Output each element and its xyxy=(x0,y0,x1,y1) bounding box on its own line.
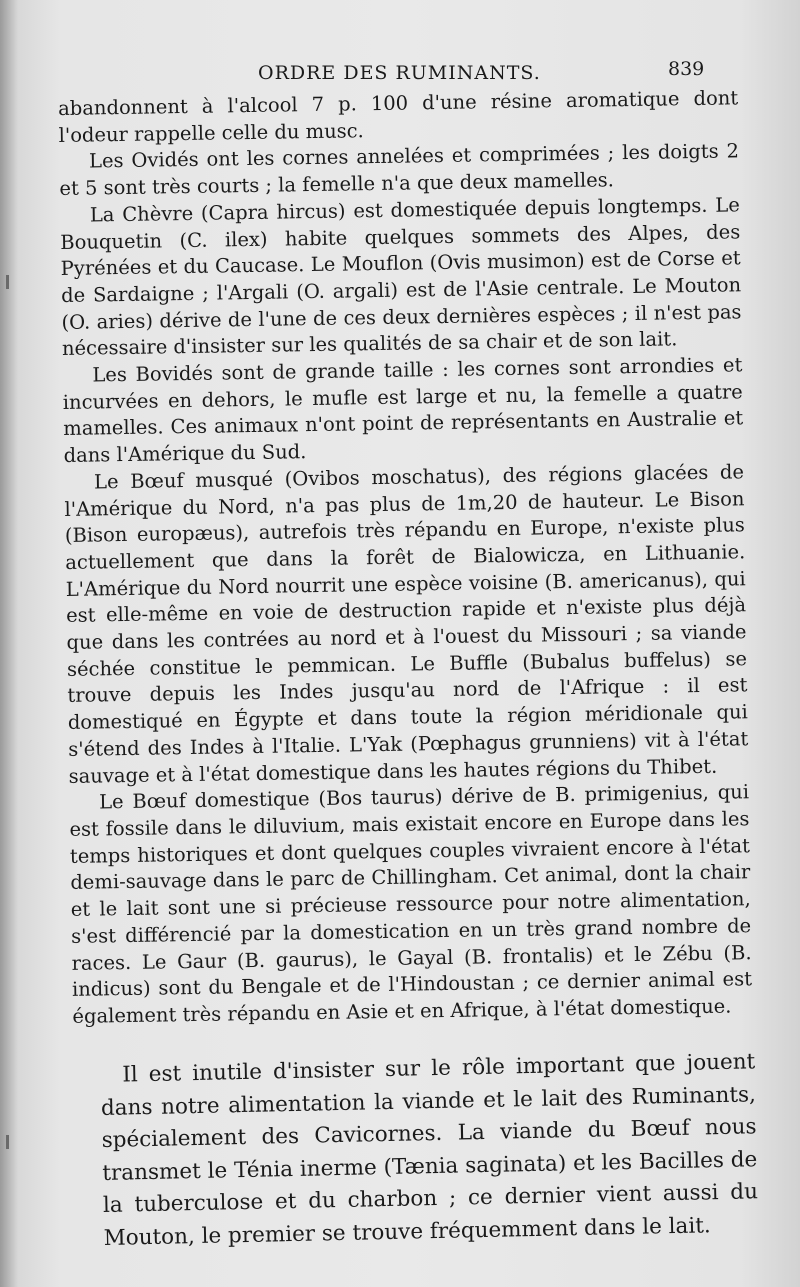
page-number: 839 xyxy=(668,58,705,80)
chapter-heading: ORDRE DES RUMINANTS. xyxy=(258,62,541,84)
paragraph-boeuf-musque: Le Bœuf musqué (Ovibos moschatus), des régions glacées de l'Amérique du Nord, n'a pas plus de 1m,20 de hauteur. Le Bison (Bison europæus), autrefois très répandu en Europe, n'existe plus actuellement que dans la forêt de Bialowicza, en Lithuanie. L'Amérique du Nord nourrit une espèce voisine (B. americanus), qui est elle-même en voie de destruction rapide et n'existe plus déjà que dans les contrées au nord et à l'ouest du Missouri ; sa viande séchée constitue le pemmican. Le Buffle (Bubalus buffelus) se trouve depuis les Indes jusqu'au nord de l'Afrique : il est domestiqué en Égypte et dans toute la région méridionale qui s'étend des Indes à l'Italie. L'Yak (Pœphagus grunniens) vit à l'état sauvage et à l'état domestique dans les hautes régions du Thibet. xyxy=(64,460,749,788)
paragraph-ovides: Les Ovidés ont les cornes annelées et comprimées ; les doigts 2 et 5 sont très courts ; la femelle n'a que deux mamelles. xyxy=(59,139,740,201)
margin-mark xyxy=(6,1135,9,1149)
margin-mark xyxy=(6,275,9,289)
closing-text-block xyxy=(100,1046,759,1255)
paragraph-boeuf-domestique: Le Bœuf domestique (Bos taurus) dérive de B. primigenius, qui est fossile dans le diluvium, mais existait encore en Europe dans les temps historiques et dont quelques couples vivraient encore à l'état demi-sauvage dans le parc de Chillingham. Cet animal, dont la chair et le lait sont une si précieuse ressource pour notre alimentation, s'est différencié par la domestication en un très grand nombre de races. Le Gaur (B. gaurus), le Gayal (B. frontalis) et le Zébu (B. indicus) sont du Bengale et de l'Hindoustan ; ce dernier animal est également très répandu en Asie et en Afrique, à l'état domestique. xyxy=(69,780,753,1028)
paragraph-bovides: Les Bovidés sont de grande taille : les cornes sont arrondies et incurvées en dehors, le mufle est large et nu, la femelle a quatre mamelles. Ces animaux n'ont point de représentants en Australie et dans l'Amérique du Sud. xyxy=(62,353,744,468)
running-header xyxy=(0,58,800,88)
main-text-block xyxy=(58,85,753,1030)
paragraph-chevre: La Chèvre (Capra hircus) est domestiquée depuis longtemps. Le Bouquetin (C. ilex) habite quelques sommets des Alpes, des Pyrénées et du Caucase. Le Mouflon (Ovis musimon) est de Corse et de Sardaigne ; l'Argali (O. argali) est de l'Asie centrale. Le Mouton (O. aries) dérive de l'une de ces deux dernières espèces ; il n'est pas nécessaire d'insister sur les qualités de sa chair et de son lait. xyxy=(60,193,742,361)
paragraph-alimentation: Il est inutile d'insister sur le rôle important que jouent dans notre alimentation la viande et le lait des Ruminants, spécialement des Cavicornes. La viande du Bœuf nous transmet le Ténia inerme (Tænia saginata) et les Bacilles de la tuberculose et du charbon ; ce dernier vient aussi du Mouton, le premier se trouve fréquemment dans le lait. xyxy=(100,1049,759,1251)
paragraph-continuation: abandonnent à l'alcool 7 p. 100 d'une résine aromatique dont l'odeur rappelle celle du musc. xyxy=(58,86,739,147)
